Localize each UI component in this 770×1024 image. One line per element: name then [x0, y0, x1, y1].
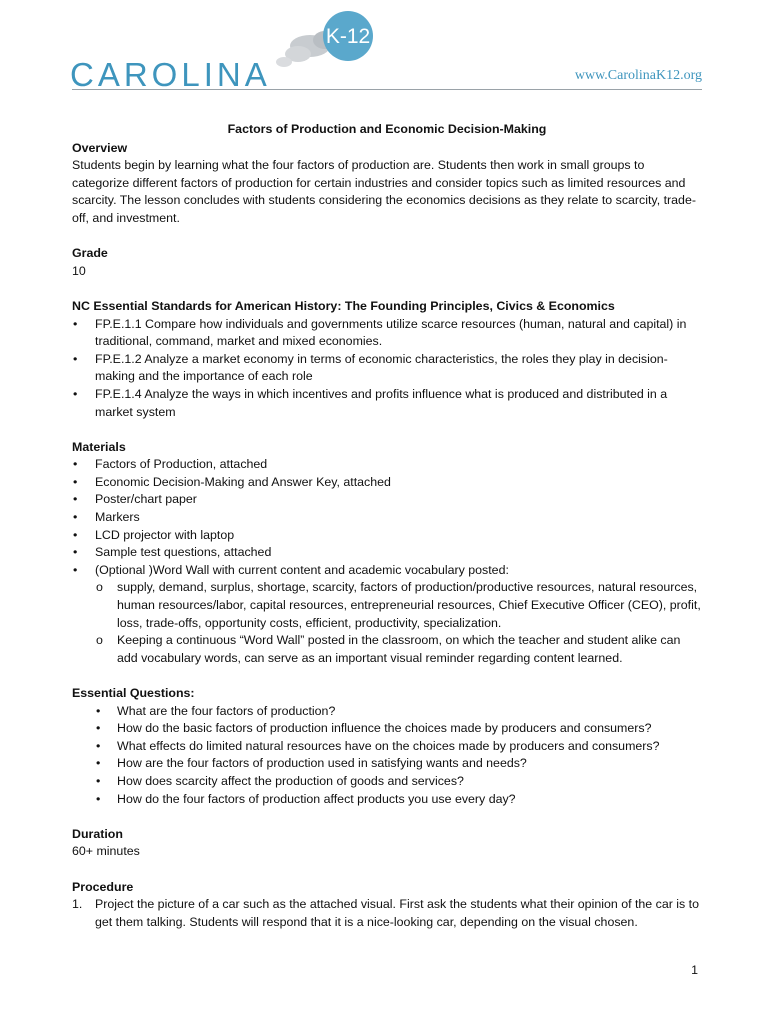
- list-item: • How do the four factors of production affect products you use every day?: [72, 791, 702, 809]
- document-title: Factors of Production and Economic Decision-Making: [227, 122, 547, 136]
- list-item: • Sample test questions, attached: [72, 544, 702, 562]
- duration-heading: Duration: [72, 826, 123, 841]
- list-item: • How do the basic factors of production influence the choices made by producers and consumers?: [72, 720, 702, 738]
- list-item: • FP.E.1.2 Analyze a market economy in terms of economic characteristics, the roles they play in decision-making and the importance of each role: [72, 351, 702, 386]
- list-item: • What are the four factors of production?: [72, 703, 702, 721]
- procedure-step: [72, 896, 702, 931]
- list-item: • What effects do limited natural resources have on the choices made by producers and consumers?: [72, 738, 702, 756]
- overview-text: Students begin by learning what the four factors of production are. Students then work in small groups to categorize different factors of production for certain industries and consider topics such as limited resources and scarcity. The lesson concludes with students considering the economics decisions as they relate to scarcity, trade-off, and investment.: [72, 158, 696, 225]
- page-number: 1: [691, 963, 698, 977]
- website-url[interactable]: www.CarolinaK12.org: [574, 68, 702, 83]
- list-item: o supply, demand, surplus, shortage, scarcity, factors of production/productive resources, natural resources, human resources/labor, capital resources, entrepreneurial resources, Chief Executive Officer (CEO), profit, loss, trade-offs, opportunity costs, efficient, productivity, specialization.: [72, 579, 702, 632]
- duration-value: 60+ minutes: [72, 844, 140, 859]
- k12-badge-text: K-12: [325, 25, 371, 48]
- list-item: • FP.E.1.1 Compare how individuals and governments utilize scarce resources (human, natural and capital) in traditional, command, market and mixed economies.: [72, 316, 702, 351]
- list-item: • How are the four factors of production used in satisfying wants and needs?: [72, 755, 702, 773]
- header-divider: [72, 89, 702, 90]
- list-item: • Poster/chart paper: [72, 491, 702, 509]
- logo-wordmark: CAROLINA: [70, 56, 271, 93]
- list-item: o Keeping a continuous “Word Wall” posted in the classroom, on which the teacher and student alike can add vocabulary words, can serve as an important visual reminder regarding content learned.: [72, 632, 702, 667]
- list-item: • Factors of Production, attached: [72, 456, 702, 474]
- standards-list: [72, 316, 702, 422]
- materials-list: [72, 456, 702, 579]
- k12-badge-icon: [270, 10, 380, 70]
- document-body: [72, 121, 702, 931]
- essential-questions-list: [72, 703, 702, 809]
- materials-heading: Materials: [72, 439, 126, 454]
- procedure-heading: Procedure: [72, 879, 134, 894]
- list-item: • (Optional )Word Wall with current content and academic vocabulary posted:: [72, 562, 702, 580]
- list-item: • Markers: [72, 509, 702, 527]
- carolina-k12-logo: [70, 10, 371, 93]
- step-text: Project the picture of a car such as the attached visual. First ask the students what their opinion of the car is to get them talking. Students will respond that it is a nice-looking car, depending on the visual chosen.: [95, 897, 700, 929]
- essential-questions-heading: Essential Questions:: [72, 686, 195, 700]
- list-item: • FP.E.1.4 Analyze the ways in which incentives and profits influence what is produced and distributed in a market system: [72, 386, 702, 421]
- word-wall-sublist: [72, 579, 702, 667]
- overview-heading: Overview: [72, 140, 128, 155]
- grade-value: 10: [72, 263, 86, 278]
- procedure-list: [72, 896, 702, 931]
- standards-heading: NC Essential Standards for American History: The Founding Principles, Civics & Economics: [72, 298, 615, 313]
- list-item: • LCD projector with laptop: [72, 527, 702, 545]
- list-item: • How does scarcity affect the production of goods and services?: [72, 773, 702, 791]
- grade-heading: Grade: [72, 246, 108, 261]
- list-item: • Economic Decision-Making and Answer Key, attached: [72, 474, 702, 492]
- step-number: 1.: [72, 897, 83, 912]
